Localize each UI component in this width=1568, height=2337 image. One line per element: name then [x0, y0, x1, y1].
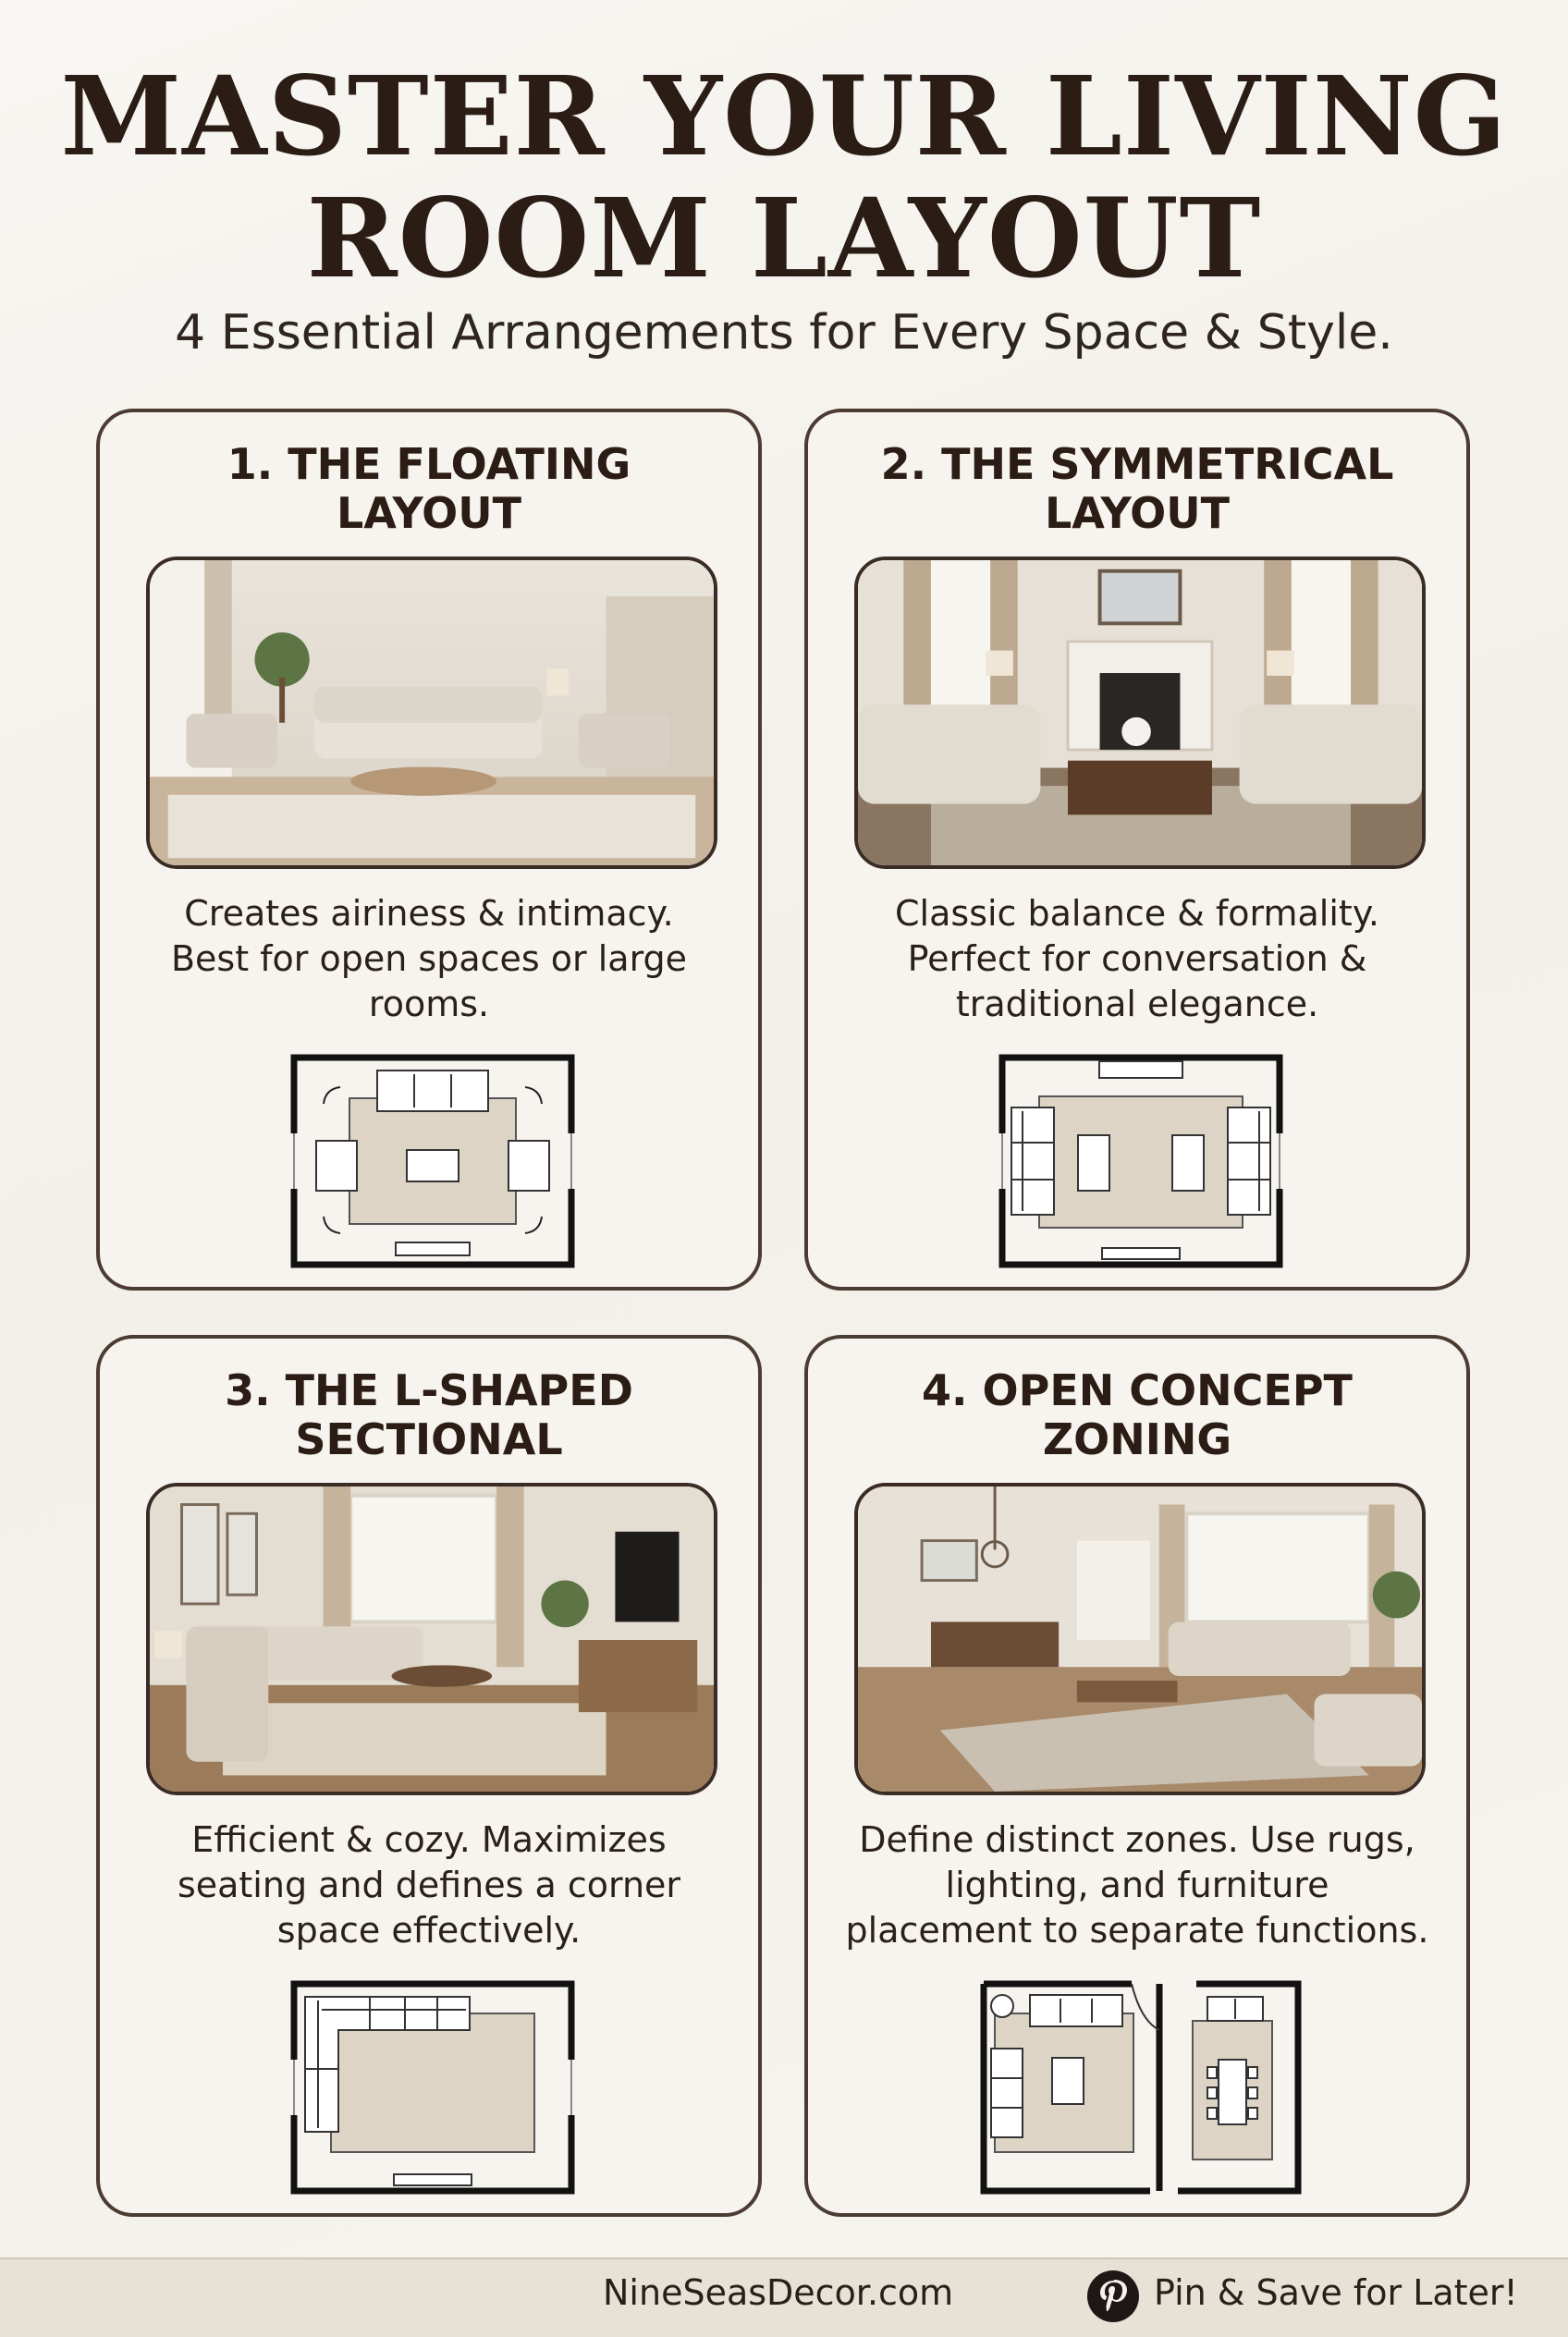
card-title-line-2: LAYOUT — [1044, 488, 1230, 538]
desc-line-3: space effectively. — [276, 1910, 582, 1951]
desc-line-2: seating and defines a corner — [177, 1865, 681, 1905]
floor-plan-diagram — [974, 1976, 1307, 2198]
card-title — [128, 1366, 730, 1464]
desc-line-2: Best for open spaces or large — [170, 938, 688, 979]
website-link[interactable]: NineSeasDecor.com — [603, 2272, 954, 2313]
card-title-line-1: 4. OPEN CONCEPT — [922, 1365, 1353, 1415]
desc-line-3: placement to separate functions. — [845, 1910, 1429, 1951]
floor-plan-diagram — [285, 1976, 581, 2198]
card-description — [118, 1817, 740, 1953]
desc-line-3: rooms. — [368, 984, 490, 1024]
desc-line-1: Efficient & cozy. Maximizes — [191, 1819, 667, 1860]
desc-line-1: Define distinct zones. Use rugs, — [859, 1819, 1415, 1860]
card-title — [836, 440, 1439, 538]
card-floating-layout — [96, 409, 762, 1291]
desc-line-2: Perfect for conversation & — [907, 938, 1367, 979]
card-title — [128, 440, 730, 538]
desc-line-1: Classic balance & formality. — [895, 893, 1379, 934]
floor-plan-diagram — [993, 1050, 1289, 1272]
card-title-line-1: 1. THE FLOATING — [227, 439, 631, 489]
card-description — [827, 1817, 1448, 1953]
card-l-shaped-sectional — [96, 1335, 762, 2217]
room-photo — [146, 1483, 717, 1795]
footer-bar — [0, 2257, 1568, 2337]
room-photo — [854, 557, 1426, 869]
room-photo — [146, 557, 717, 869]
card-title-line-1: 3. THE L-SHAPED — [225, 1365, 633, 1415]
page-title — [0, 52, 1568, 302]
pinterest-icon[interactable] — [1087, 2270, 1139, 2322]
title-line-1: MASTER YOUR LIVING — [60, 52, 1508, 180]
card-title — [836, 1366, 1439, 1464]
desc-line-3: traditional elegance. — [955, 984, 1319, 1024]
card-description — [827, 891, 1448, 1027]
card-symmetrical-layout — [804, 409, 1470, 1291]
card-title-line-2: LAYOUT — [336, 488, 521, 538]
card-title-line-2: ZONING — [1042, 1414, 1232, 1464]
card-title-line-2: SECTIONAL — [295, 1414, 563, 1464]
pin-save-link[interactable]: Pin & Save for Later! — [1154, 2272, 1518, 2313]
desc-line-2: lighting, and furniture — [945, 1865, 1329, 1905]
card-description — [118, 891, 740, 1027]
subtitle: 4 Essential Arrangements for Every Space & Style. — [175, 305, 1393, 361]
card-open-concept-zoning — [804, 1335, 1470, 2217]
floor-plan-diagram — [285, 1050, 581, 1272]
card-title-line-1: 2. THE SYMMETRICAL — [880, 439, 1394, 489]
room-photo — [854, 1483, 1426, 1795]
title-line-2: ROOM LAYOUT — [306, 174, 1262, 302]
desc-line-1: Creates airiness & intimacy. — [184, 893, 674, 934]
